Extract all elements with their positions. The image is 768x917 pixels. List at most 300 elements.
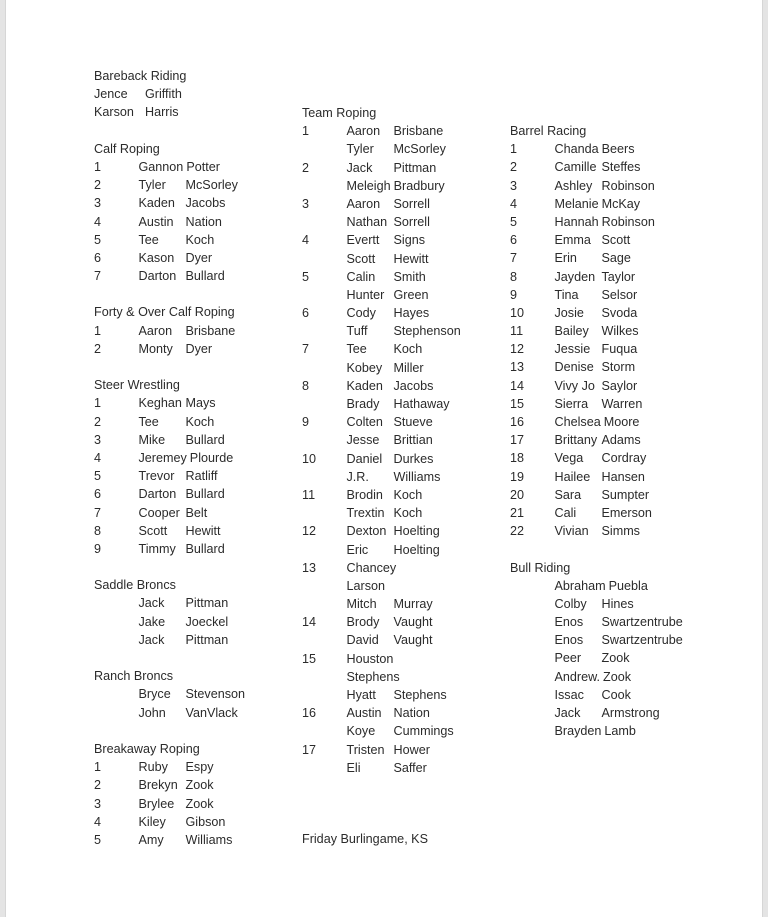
last-name: Pittman	[185, 596, 229, 611]
entry-number: 9	[302, 415, 310, 430]
contestant-name	[555, 431, 641, 449]
last-name: Steffes	[601, 160, 641, 175]
last-name: Bullard	[185, 432, 225, 447]
entry-number: 5	[94, 832, 102, 847]
last-name: Moore	[603, 415, 640, 429]
contestant-name	[139, 813, 226, 831]
last-name: Bullard	[185, 269, 225, 284]
last-name: Swartzentrube	[601, 615, 683, 630]
contestant-name	[555, 140, 635, 158]
entry-number: 9	[94, 541, 102, 556]
entry-row	[302, 759, 502, 777]
entry-number: 22	[510, 524, 525, 539]
entry-row	[94, 522, 294, 540]
first-name: Chanda	[554, 142, 599, 157]
contestant-name	[347, 395, 450, 413]
contestant-name	[139, 631, 229, 649]
entry-row	[94, 413, 294, 431]
event-title: Barrel Racing	[510, 124, 587, 138]
first-name: Brady	[346, 397, 380, 411]
entry-row	[94, 813, 294, 831]
entry-row	[302, 595, 502, 613]
first-name: Josie	[554, 305, 584, 320]
contestant-name	[555, 195, 641, 213]
entry-row	[302, 322, 502, 340]
contestant-name	[347, 541, 440, 559]
event-title: Steer Wrestling	[94, 378, 180, 393]
entry-row	[302, 504, 502, 522]
contestant-name	[139, 249, 213, 267]
contestant-name	[555, 449, 647, 467]
contestant-name	[555, 286, 638, 304]
last-name: Stephenson	[393, 324, 461, 339]
event-section	[302, 104, 502, 777]
entry-number: 18	[510, 451, 525, 466]
entry-row	[510, 358, 710, 376]
last-name: Pittman	[185, 632, 229, 647]
contestant-name	[347, 286, 429, 304]
entry-number: 7	[94, 269, 102, 284]
entry-row	[302, 704, 502, 722]
first-name: Jack	[138, 632, 165, 647]
last-name: Williams	[185, 832, 233, 847]
contestant-name	[347, 577, 394, 595]
last-name: Robinson	[601, 214, 655, 229]
last-name: Belt	[185, 505, 208, 520]
first-name: Tina	[554, 287, 579, 302]
contestant-name	[555, 249, 631, 267]
first-name: Darton	[138, 269, 177, 284]
contestant-name	[555, 468, 645, 486]
last-name: Saffer	[393, 760, 427, 775]
last-name: Sumpter	[601, 487, 650, 502]
entry-row	[302, 268, 502, 286]
contestant-name	[347, 340, 423, 358]
entry-number: 1	[94, 396, 102, 411]
last-name: Taylor	[601, 269, 636, 284]
contestant-name	[94, 103, 179, 121]
entry-number: 14	[302, 615, 317, 630]
entry-row	[510, 268, 710, 286]
entry-row	[510, 686, 710, 704]
entry-row	[302, 450, 502, 468]
last-name: Smith	[393, 269, 426, 284]
entry-row	[510, 595, 710, 613]
last-name: Joeckel	[185, 614, 229, 629]
contestant-name	[347, 431, 433, 449]
entry-row	[302, 613, 502, 631]
first-name: Amy	[138, 832, 164, 847]
first-name: Brittany	[554, 433, 598, 448]
first-name: Cooper	[138, 505, 180, 520]
contestant-name	[555, 486, 650, 504]
first-name: Karson	[94, 105, 134, 120]
entry-number: 6	[302, 306, 310, 321]
contestant-name	[347, 140, 446, 158]
first-name: Eli	[346, 760, 361, 775]
entry-number: 19	[510, 469, 525, 484]
entry-number: 1	[302, 124, 310, 139]
first-name: Keghan	[138, 396, 182, 411]
last-name: Murray	[393, 597, 433, 612]
last-name: Hoelting	[393, 524, 440, 539]
last-name: Jacobs	[393, 378, 434, 393]
last-name: Durkes	[393, 451, 434, 466]
entry-row	[94, 831, 294, 849]
first-name: Hunter	[346, 287, 385, 302]
entry-row	[302, 231, 502, 249]
entry-row	[510, 304, 710, 322]
first-name: Trevor	[138, 469, 175, 484]
entry-number: 11	[302, 487, 316, 502]
first-name: Stephens	[346, 669, 400, 684]
first-name: Enos	[554, 615, 584, 630]
last-name: Plourde	[189, 450, 234, 465]
entry-row	[94, 540, 294, 558]
last-name: Signs	[393, 233, 426, 248]
contestant-name	[555, 577, 648, 595]
entry-number: 7	[510, 251, 518, 266]
entry-row	[94, 685, 294, 703]
last-name: Koch	[393, 506, 423, 521]
last-name: Bradbury	[393, 178, 445, 193]
first-name: Daniel	[346, 451, 383, 466]
contestant-name	[347, 595, 433, 613]
first-name: Brody	[346, 615, 380, 630]
first-name: Brylee	[138, 796, 175, 811]
entry-row	[302, 177, 502, 195]
event-title: Forty & Over Calf Roping	[94, 305, 235, 320]
first-name: Peer	[554, 651, 582, 666]
entry-row	[302, 159, 502, 177]
first-name: Tuff	[346, 324, 368, 339]
contestant-name	[555, 304, 638, 322]
last-name: Lamb	[604, 724, 636, 739]
contestant-name	[139, 213, 222, 231]
last-name: Espy	[185, 760, 214, 775]
entry-row	[94, 194, 294, 212]
entry-number: 13	[510, 360, 525, 375]
last-name: Koch	[185, 232, 215, 247]
event-section	[510, 122, 710, 540]
last-name: VanVlack	[185, 705, 238, 720]
contestant-name	[555, 595, 634, 613]
first-name: Dexton	[346, 524, 387, 539]
first-name: Melanie	[554, 196, 599, 211]
contestant-name	[347, 704, 430, 722]
entry-row	[302, 122, 502, 140]
last-name: McKay	[601, 196, 641, 211]
first-name: Aaron	[346, 124, 381, 139]
entry-number: 1	[510, 142, 518, 157]
first-name: Colby	[554, 596, 587, 611]
entry-row	[302, 413, 502, 431]
entry-row	[510, 395, 710, 413]
first-name: Koye	[346, 724, 376, 739]
footer-location: Friday Burlingame, KS	[302, 832, 428, 846]
entry-number: 20	[510, 487, 525, 502]
entry-number: 21	[510, 505, 525, 520]
first-name: Tee	[346, 342, 367, 357]
last-name: Stephens	[393, 688, 447, 702]
entry-row	[94, 449, 294, 467]
entry-row	[94, 504, 294, 522]
contestant-name	[347, 650, 397, 668]
entry-row	[302, 522, 502, 540]
first-name: Abraham	[554, 578, 606, 593]
first-name: Kaden	[138, 196, 175, 211]
contestant-name	[347, 250, 429, 268]
entry-row	[510, 449, 710, 467]
first-name: Jeremey	[138, 450, 187, 465]
last-name: Wilkes	[601, 324, 639, 339]
first-name: Kason	[138, 250, 175, 265]
contestant-name	[555, 158, 641, 176]
last-name: Dyer	[185, 341, 213, 356]
contestant-name	[347, 722, 454, 740]
contestant-name	[347, 741, 430, 759]
entry-row	[94, 485, 294, 503]
entry-row	[302, 195, 502, 213]
contestant-name	[555, 504, 652, 522]
entry-row	[302, 340, 502, 358]
first-name: Houston	[346, 651, 394, 666]
entry-row	[94, 394, 294, 412]
first-name: Gannon	[138, 159, 184, 174]
contestant-name	[139, 267, 225, 285]
last-name: Saylor	[601, 378, 638, 393]
entry-number: 2	[302, 160, 310, 175]
entry-number: 1	[94, 760, 102, 775]
entry-number: 12	[302, 524, 317, 539]
event-section	[94, 140, 294, 286]
first-name: Jessie	[554, 342, 591, 357]
first-name: David	[346, 633, 379, 648]
first-name: Scott	[346, 251, 376, 266]
entry-number: 16	[302, 706, 317, 721]
first-name: Austin	[138, 214, 174, 229]
event-section	[94, 67, 294, 122]
last-name: Hower	[393, 742, 430, 757]
contestant-name	[347, 559, 400, 577]
event-section	[94, 740, 294, 849]
entry-row	[94, 431, 294, 449]
entry-number: 2	[510, 160, 518, 175]
entry-row	[302, 559, 502, 577]
contestant-name	[347, 122, 444, 140]
entry-row	[94, 176, 294, 194]
last-name: Stevenson	[185, 687, 246, 702]
first-name: Jack	[346, 160, 373, 175]
last-name: Beers	[601, 142, 635, 157]
section-spacer	[94, 285, 294, 303]
last-name: Koch	[393, 487, 423, 502]
first-name: Austin	[346, 706, 382, 721]
contestant-name	[347, 159, 437, 177]
contestant-name	[555, 213, 655, 231]
entry-row	[510, 377, 710, 395]
first-name: Mitch	[346, 597, 377, 612]
entry-number: 6	[510, 233, 518, 248]
last-name: Brittian	[393, 433, 433, 448]
entry-number: 5	[302, 269, 310, 284]
entry-number: 8	[302, 378, 310, 393]
entry-number: 2	[94, 341, 102, 356]
section-spacer	[94, 122, 294, 140]
entry-number: 6	[94, 250, 102, 265]
entry-number: 1	[94, 159, 102, 174]
entry-row	[302, 722, 502, 740]
contestant-name	[347, 359, 424, 377]
first-name: Scott	[138, 523, 168, 538]
first-name: Jayden	[554, 269, 596, 284]
first-name: Tee	[138, 232, 159, 247]
last-name: Hewitt	[393, 251, 429, 266]
contestant-name	[555, 358, 636, 376]
entry-number: 5	[510, 214, 518, 229]
entry-row	[510, 522, 710, 540]
contestant-name	[555, 686, 631, 704]
first-name: Tee	[138, 414, 159, 429]
last-name: McSorley	[393, 142, 446, 157]
entry-number: 1	[94, 323, 102, 338]
last-name: Armstrong	[601, 706, 660, 720]
contestant-name	[139, 795, 214, 813]
contestant-name	[555, 704, 660, 722]
contestant-name	[139, 176, 238, 194]
first-name: Kiley	[138, 814, 166, 829]
last-name: Mays	[185, 396, 216, 411]
event-section	[94, 576, 294, 649]
contestant-name	[139, 831, 233, 849]
entry-row	[94, 322, 294, 340]
first-name: Ashley	[554, 178, 593, 193]
first-name: Mike	[138, 432, 166, 447]
last-name: Hansen	[601, 469, 645, 484]
entry-row	[302, 431, 502, 449]
last-name: Jacobs	[185, 196, 226, 211]
contestant-name	[347, 322, 461, 340]
first-name: Brekyn	[138, 778, 178, 793]
section-spacer	[94, 558, 294, 576]
first-name: Tristen	[346, 742, 385, 757]
entry-row	[302, 577, 502, 595]
last-name: Storm	[601, 360, 636, 375]
first-name: Jake	[138, 614, 166, 629]
first-name: Jack	[554, 706, 581, 720]
contestant-name	[139, 194, 226, 212]
entry-row	[94, 158, 294, 176]
first-name: Hailee	[554, 469, 591, 484]
contestant-name	[555, 268, 636, 286]
contestant-name	[139, 467, 218, 485]
entry-row	[94, 776, 294, 794]
entry-row	[302, 741, 502, 759]
event-section	[94, 376, 294, 558]
first-name: Issac	[554, 687, 584, 702]
last-name: Williams	[393, 469, 441, 484]
last-name: Hines	[601, 596, 634, 611]
first-name: Evertt	[346, 233, 380, 248]
first-name: Denise	[554, 360, 594, 375]
last-name: Scott	[601, 233, 631, 248]
first-name: J.R.	[346, 469, 369, 484]
entry-row	[510, 340, 710, 358]
last-name: Warren	[601, 396, 643, 411]
first-name: Cali	[554, 505, 577, 520]
first-name: Vega	[554, 451, 584, 466]
event-title: Breakaway Roping	[94, 741, 200, 756]
last-name: Koch	[185, 414, 215, 429]
contestant-name	[139, 158, 220, 176]
entry-row	[510, 286, 710, 304]
entry-row	[302, 631, 502, 649]
first-name: Cody	[346, 306, 376, 321]
entry-row	[94, 594, 294, 612]
contestant-name	[555, 340, 638, 358]
entry-row	[302, 286, 502, 304]
last-name: Miller	[393, 360, 424, 375]
entry-number: 10	[302, 451, 317, 466]
last-name: Gibson	[185, 814, 226, 829]
first-name: Sara	[554, 487, 582, 502]
entry-number: 17	[510, 433, 525, 448]
contestant-name	[555, 631, 683, 649]
last-name: Harris	[145, 105, 179, 120]
last-name: Zook	[601, 651, 630, 666]
event-section	[94, 667, 294, 722]
column-left	[94, 67, 294, 849]
entry-row	[302, 486, 502, 504]
entry-row	[510, 213, 710, 231]
last-name: Brisbane	[185, 323, 236, 338]
last-name: Griffith	[145, 87, 182, 102]
contestant-name	[347, 759, 427, 777]
event-title: Bull Riding	[510, 560, 571, 575]
contestant-name	[139, 704, 238, 722]
first-name: Kobey	[346, 360, 383, 375]
contestant-name	[555, 177, 655, 195]
contestant-name	[347, 377, 434, 395]
first-name: Brodin	[346, 487, 383, 502]
entry-row	[302, 140, 502, 158]
contestant-name	[555, 377, 638, 395]
last-name: Brisbane	[393, 124, 444, 139]
entry-row	[510, 631, 710, 649]
first-name: Larson	[346, 578, 386, 593]
last-name: Adams	[601, 433, 641, 448]
column-middle	[302, 104, 502, 777]
contestant-name	[555, 613, 683, 631]
first-name: Hyatt	[346, 688, 376, 702]
contestant-name	[555, 395, 643, 413]
entry-row	[302, 468, 502, 486]
entry-number: 4	[302, 233, 310, 248]
entry-row	[302, 377, 502, 395]
last-name: Sorrell	[393, 196, 430, 211]
last-name: Emerson	[601, 505, 652, 520]
contestant-name	[347, 304, 430, 322]
last-name: Nation	[393, 706, 430, 721]
contestant-name	[139, 613, 229, 631]
first-name: Aaron	[138, 323, 173, 338]
last-name: Selsor	[601, 287, 638, 302]
contestant-name	[555, 522, 640, 540]
first-name: Trextin	[346, 506, 385, 521]
last-name: Cummings	[393, 724, 454, 739]
last-name: Potter	[186, 159, 220, 174]
last-name: Koch	[393, 342, 423, 357]
